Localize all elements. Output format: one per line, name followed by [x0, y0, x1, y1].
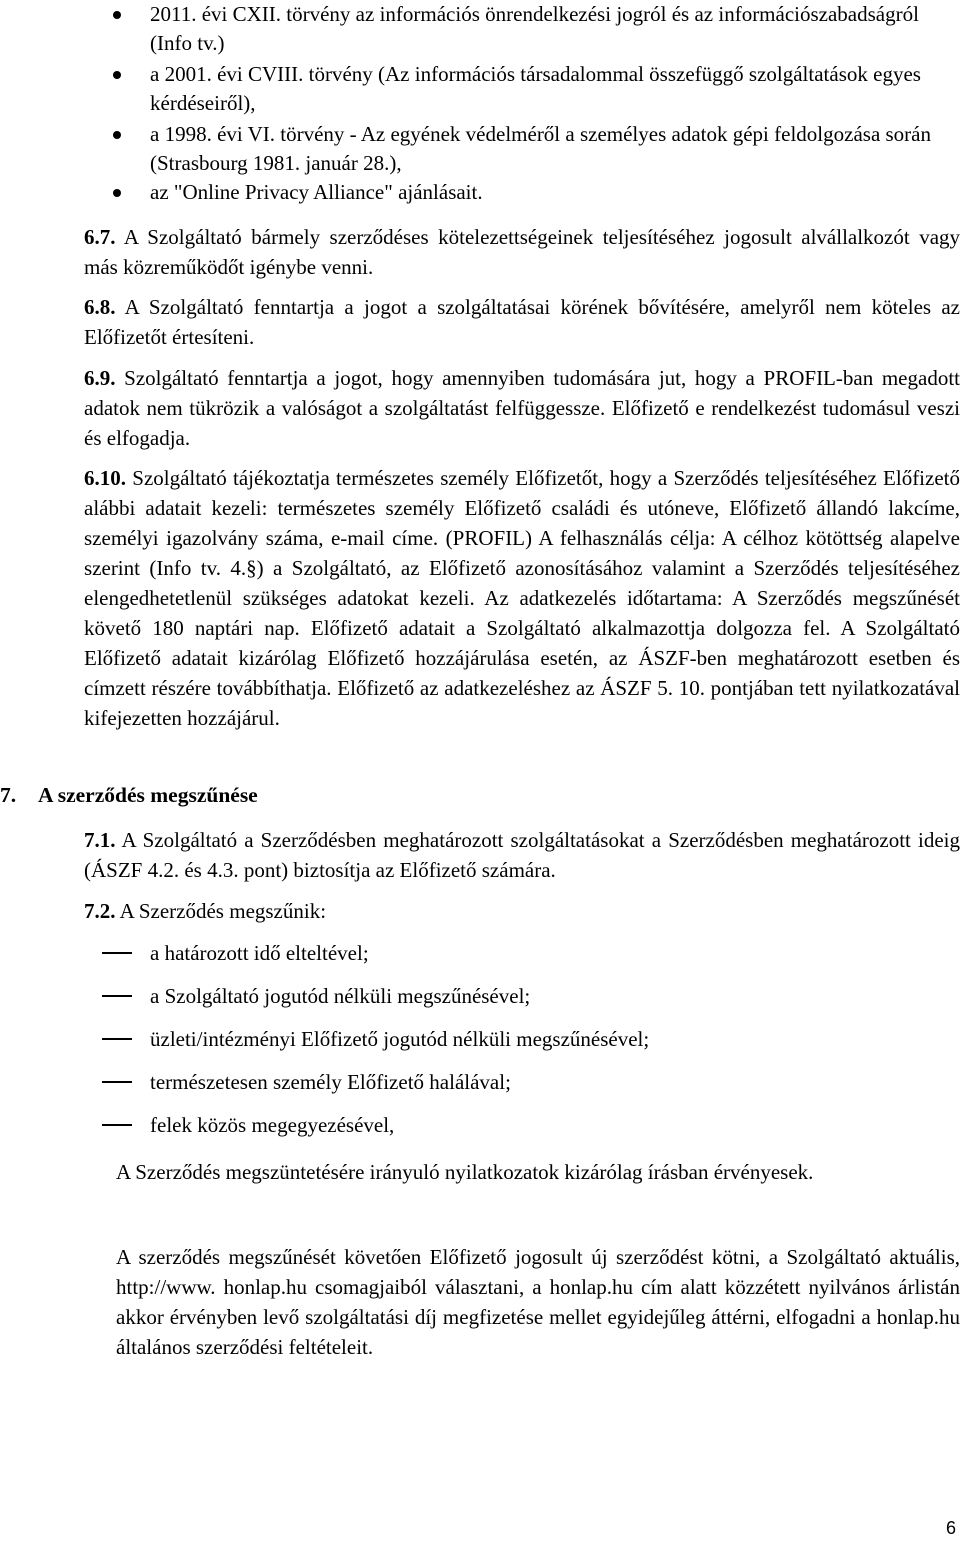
paragraph-text: A Szerződés megszűnik:: [119, 899, 327, 923]
paragraph-number: 7.1.: [84, 828, 116, 852]
law-reference-list: [110, 0, 960, 207]
list-item-text: a 1998. évi VI. törvény - Az egyének védelméről a személyes adatok gépi feldolgozása során (Strasbourg 1981. január 28.),: [150, 122, 931, 175]
bullet-icon: [113, 11, 121, 19]
list-item: [84, 938, 960, 981]
list-item: [110, 0, 960, 58]
list-item-text: üzleti/intézményi Előfizető jogutód nélküli megszűnésével;: [150, 1027, 650, 1051]
paragraph-text: A Szolgáltató fenntartja a jogot a szolgáltatásai körének bővítésére, amelyről nem köteles az Előfizetőt értesíteni.: [84, 295, 960, 349]
page-number: 6: [945, 1518, 956, 1538]
paragraph-text: Szolgáltató fenntartja a jogot, hogy amennyiben tudomására jut, hogy a PROFIL-ban megadott adatok nem tükrözik a valóságot a szolgáltatást felfüggessze. Előfizető e rendelkezést tudomásul veszi és elfogadja.: [84, 366, 960, 450]
list-item: [84, 1067, 960, 1110]
paragraph-6-10: [84, 463, 960, 733]
list-item-text: természetesen személy Előfizető halálával;: [150, 1070, 511, 1094]
list-item: [84, 981, 960, 1024]
paragraph-number: 6.8.: [84, 295, 116, 319]
paragraph-6-7: [84, 222, 960, 282]
bullet-icon: [113, 189, 121, 197]
paragraph-text: Szolgáltató tájékoztatja természetes személy Előfizetőt, hogy a Szerződés teljesítéséhez Előfizető alábbi adatait kezeli: természetes személy Előfizető családi és utóneve, Előfizető állandó lakcíme, személyi igazolvány száma, e-mail címe. (PROFIL) A felhasználás célja: A célhoz kötöttség alapelve szerint (Info tv. 4.§) a Szolgáltató, az Előfizető azonosításához valamint a Szerződés teljesítéséhez elengedhetetlenül szükséges adatokat kezeli. Az adatkezelés időtartama: A Szerződés megszűnését követő 180 naptári nap. Előfizető adatait a Szolgáltató alkalmazottja dolgozza fel. A Szolgáltató Előfizető adatait kizárólag Előfizető hozzájárulása esetén, az ÁSZF-ben meghatározott esetben és címzett részére továbbíthatja. Előfizető az adatkezeléshez az ÁSZF 5. 10. pontjában tett nyilatkozatával kifejezetten hozzájárul.: [84, 466, 960, 730]
list-item-text: felek közös megegyezésével,: [150, 1113, 395, 1137]
bullet-icon: [113, 71, 121, 79]
dash-icon: [102, 995, 132, 997]
dash-icon: [102, 952, 132, 954]
section-title: A szerződés megszűnése: [38, 783, 258, 807]
list-item-text: a Szolgáltató jogutód nélküli megszűnésével;: [150, 984, 531, 1008]
list-item: [110, 60, 960, 118]
dash-icon: [102, 1124, 132, 1126]
dash-icon: [102, 1038, 132, 1040]
paragraph-text: A Szolgáltató a Szerződésben meghatározott szolgáltatásokat a Szerződésben meghatározott ideig (ÁSZF 4.2. és 4.3. pont) biztosítja az Előfizető számára.: [84, 828, 960, 882]
written-form-notice: A Szerződés megszüntetésére irányuló nyilatkozatok kizárólag írásban érvényesek.: [116, 1160, 814, 1184]
paragraph-6-9: [84, 363, 960, 453]
bullet-icon: [113, 131, 121, 139]
section-number: 7.: [0, 783, 17, 807]
list-item-text: a határozott idő elteltével;: [150, 941, 369, 965]
paragraph-number: 6.9.: [84, 366, 116, 390]
list-item-text: 2011. évi CXII. törvény az információs önrendelkezési jogról és az információszabadságról (Info tv.): [150, 2, 919, 55]
paragraph-number: 6.10.: [84, 466, 126, 490]
dash-icon: [102, 1081, 132, 1083]
list-item: [84, 1024, 960, 1067]
list-item: [84, 1110, 960, 1153]
paragraph-number: 7.2.: [84, 899, 116, 923]
new-contract-paragraph: A szerződés megszűnését követően Előfizető jogosult új szerződést kötni, a Szolgáltató aktuális, http://www. honlap.hu csomagjaiból választani, a honlap.hu cím alatt közzétett nyilvános árlistán akkor érvényben levő szolgáltatási díj megfizetése mellet egyidejűleg áttérni, elfogadni a honlap.hu általános szerződési feltételeit.: [116, 1245, 960, 1359]
paragraph-7-1: [84, 825, 960, 885]
list-item-text: a 2001. évi CVIII. törvény (Az információs társadalommal összefüggő szolgáltatások egyes kérdéseiről),: [150, 62, 921, 115]
paragraph-6-8: [84, 292, 960, 352]
list-item-text: az "Online Privacy Alliance" ajánlásait.: [150, 180, 483, 204]
paragraph-text: A Szolgáltató bármely szerződéses kötelezettségeinek teljesítéséhez jogosult alvállalkozót vagy más közreműködőt igénybe venni.: [84, 225, 960, 279]
list-item: [110, 120, 960, 178]
section-heading: [0, 783, 258, 808]
list-item: [110, 178, 960, 207]
termination-reasons-list: [84, 938, 960, 1153]
paragraph-number: 6.7.: [84, 225, 116, 249]
paragraph-7-2: [84, 896, 960, 926]
